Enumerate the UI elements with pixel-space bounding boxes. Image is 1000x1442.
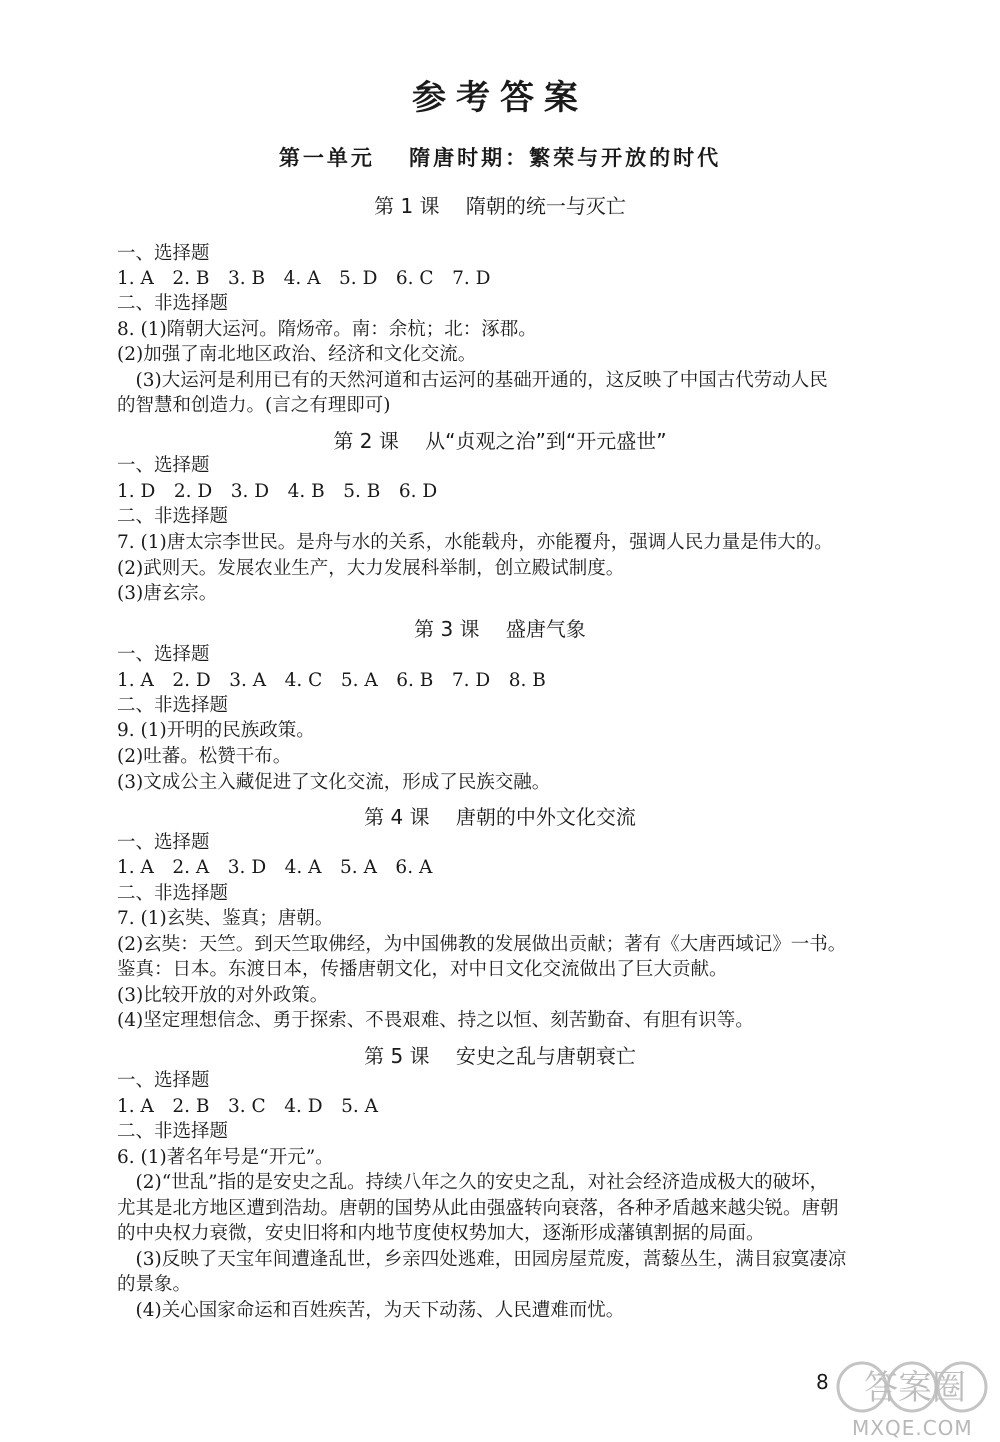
answer-line: 1. A 2. B 3. B 4. A 5. D 6. C 7. D xyxy=(117,268,491,289)
answer-line: 1. A 2. A 3. D 4. A 5. A 6. A xyxy=(117,857,433,878)
watermark-url: MXQE.COM xyxy=(852,1416,973,1440)
answer-line: 的中央权力衰微，安史旧将和内地节度使权势加大，逐渐形成藩镇割据的局面。 xyxy=(117,1223,765,1244)
section-heading: 二、非选择题 xyxy=(117,293,229,314)
answer-line: 鉴真：日本。东渡日本，传播唐朝文化，对中日文化交流做出了巨大贡献。 xyxy=(117,959,728,980)
answer-line: (2)加强了南北地区政治、经济和文化交流。 xyxy=(117,344,477,365)
lesson-title-1: 第 1 课 隋朝的统一与灭亡 xyxy=(374,194,626,218)
answer-line: (2)武则天。发展农业生产，大力发展科举制，创立殿试制度。 xyxy=(117,558,625,579)
answer-line: 7. (1)玄奘、鉴真；唐朝。 xyxy=(117,908,334,929)
page-title: 参考答案 xyxy=(412,78,588,118)
section-heading: 一、选择题 xyxy=(117,243,210,264)
section-heading: 二、非选择题 xyxy=(117,506,229,527)
answer-line: 的智慧和创造力。(言之有理即可) xyxy=(117,395,391,416)
answer-line: 1. A 2. D 3. A 4. C 5. A 6. B 7. D 8. B xyxy=(117,670,546,691)
lesson-title-4: 第 4 课 唐朝的中外文化交流 xyxy=(364,805,636,829)
section-heading: 一、选择题 xyxy=(117,1070,210,1091)
watermark-logo-text: 答案圈 xyxy=(864,1368,966,1408)
answer-line: 的景象。 xyxy=(117,1274,192,1295)
answer-line: 6. (1)著名年号是“开元”。 xyxy=(117,1147,334,1168)
section-heading: 二、非选择题 xyxy=(117,695,229,716)
lesson-title-3: 第 3 课 盛唐气象 xyxy=(414,617,586,641)
answer-line: 9. (1)开明的民族政策。 xyxy=(117,720,315,741)
section-heading: 一、选择题 xyxy=(117,832,210,853)
lesson-title-5: 第 5 课 安史之乱与唐朝衰亡 xyxy=(364,1044,636,1068)
answer-line: (3)文成公主入藏促进了文化交流，形成了民族交融。 xyxy=(117,772,551,793)
answer-line: (3)比较开放的对外政策。 xyxy=(117,985,329,1006)
answer-line: (4)关心国家命运和百姓疾苦，为天下动荡、人民遭难而忧。 xyxy=(117,1300,625,1321)
answer-line: 1. D 2. D 3. D 4. B 5. B 6. D xyxy=(117,481,438,502)
answer-line: (2)吐蕃。松赞干布。 xyxy=(117,746,292,767)
answer-line: (2)玄奘：天竺。到天竺取佛经，为中国佛教的发展做出贡献；著有《大唐西域记》一书。 xyxy=(117,934,847,955)
section-heading: 一、选择题 xyxy=(117,644,210,665)
section-heading: 一、选择题 xyxy=(117,455,210,476)
section-heading: 二、非选择题 xyxy=(117,1121,229,1142)
answer-line: 尤其是北方地区遭到浩劫。唐朝的国势从此由强盛转向衰落，各种矛盾越来越尖锐。唐朝 xyxy=(117,1198,839,1219)
answer-line: 7. (1)唐太宗李世民。是舟与水的关系，水能载舟，亦能覆舟，强调人民力量是伟大的。 xyxy=(117,532,833,553)
answer-line: 1. A 2. B 3. C 4. D 5. A xyxy=(117,1096,378,1117)
lesson-title-2: 第 2 课 从“贞观之治”到“开元盛世” xyxy=(333,429,667,453)
section-heading: 二、非选择题 xyxy=(117,883,229,904)
answer-line: (4)坚定理想信念、勇于探索、不畏艰难、持之以恒、刻苦勤奋、有胆有识等。 xyxy=(117,1010,754,1031)
answer-line: (2)“世乱”指的是安史之乱。持续八年之久的安史之乱，对社会经济造成极大的破坏， xyxy=(117,1172,829,1193)
page-number: 8 xyxy=(816,1370,829,1394)
unit-title: 第一单元 隋唐时期：繁荣与开放的时代 xyxy=(278,146,722,170)
answer-line: 8. (1)隋朝大运河。隋炀帝。南：余杭；北：涿郡。 xyxy=(117,319,537,340)
answer-line: (3)反映了天宝年间遭逢乱世，乡亲四处逃难，田园房屋荒废，蒿藜丛生，满目寂寞凄凉 xyxy=(117,1249,847,1270)
answer-line: (3)唐玄宗。 xyxy=(117,583,218,604)
answer-line: (3)大运河是利用已有的天然河道和古运河的基础开通的，这反映了中国古代劳动人民 xyxy=(117,370,828,391)
